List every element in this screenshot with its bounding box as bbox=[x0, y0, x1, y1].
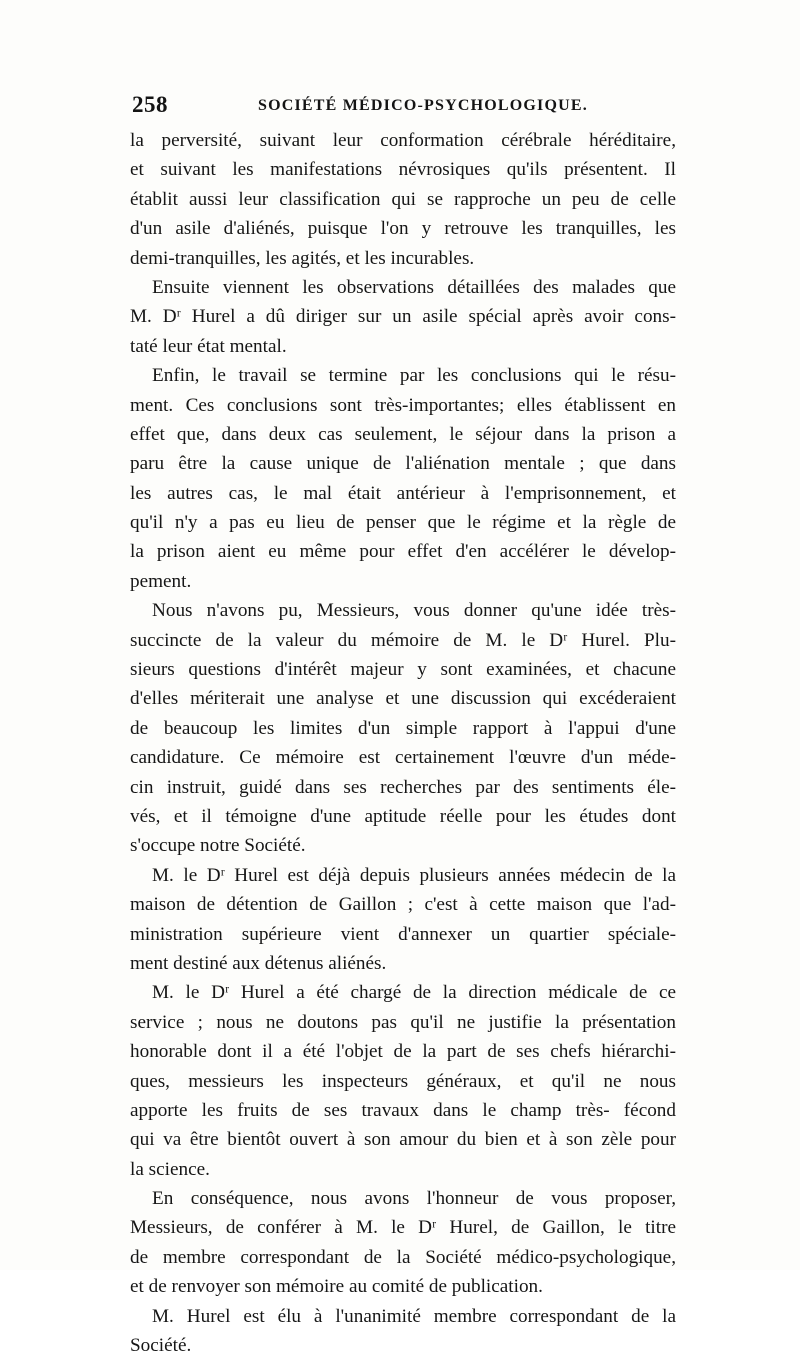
text-line: effet que, dans deux cas seulement, le séjour dans la prison a bbox=[130, 423, 676, 445]
text-line: qui va être bientôt ouvert à son amour du bien et à son zèle pour bbox=[130, 1129, 676, 1151]
text-line: M. Dʳ Hurel a dû diriger sur un asile spécial après avoir cons- bbox=[130, 306, 676, 328]
text-line: apporte les fruits de ses travaux dans le champ très- fécond bbox=[130, 1099, 676, 1121]
text-line: paru être la cause unique de l'aliénation mentale ; que dans bbox=[130, 453, 676, 475]
text-line: les autres cas, le mal était antérieur à l'emprisonnement, et bbox=[130, 482, 676, 504]
text-line: ques, messieurs les inspecteurs généraux, et qu'il ne nous bbox=[130, 1070, 676, 1092]
text-line: En conséquence, nous avons l'honneur de vous proposer, bbox=[152, 1188, 676, 1210]
text-line: service ; nous ne doutons pas qu'il ne justifie la présentation bbox=[130, 1011, 676, 1033]
text-line: la science. bbox=[130, 1158, 210, 1180]
text-line: M. le Dʳ Hurel a été chargé de la direction médicale de ce bbox=[152, 982, 676, 1004]
text-line: d'elles mériterait une analyse et une discussion qui excéderaient bbox=[130, 688, 676, 710]
body-text bbox=[130, 126, 676, 1360]
text-line: la prison aient eu même pour effet d'en accélérer le dévelop- bbox=[130, 541, 676, 563]
text-line: Ensuite viennent les observations détaillées des malades que bbox=[152, 276, 676, 298]
text-line: de beaucoup les limites d'un simple rapport à l'appui d'une bbox=[130, 717, 676, 739]
text-line: sieurs questions d'intérêt majeur y sont examinées, et chacune bbox=[130, 659, 676, 681]
text-line: établit aussi leur classification qui se rapproche un peu de celle bbox=[130, 188, 676, 210]
text-line: taté leur état mental. bbox=[130, 335, 287, 357]
text-line: et suivant les manifestations névrosiques qu'ils présentent. Il bbox=[130, 159, 676, 181]
text-line: Société. bbox=[130, 1335, 192, 1357]
text-line: ment destiné aux détenus aliénés. bbox=[130, 952, 387, 974]
text-line: d'un asile d'aliénés, puisque l'on y retrouve les tranquilles, les bbox=[130, 218, 676, 240]
text-line: et de renvoyer son mémoire au comité de publication. bbox=[130, 1276, 543, 1298]
page-header bbox=[132, 92, 672, 120]
text-line: la perversité, suivant leur conformation cérébrale héréditaire, bbox=[130, 130, 676, 151]
text-line: Messieurs, de conférer à M. le Dʳ Hurel, de Gaillon, le titre bbox=[130, 1217, 676, 1239]
text-line: honorable dont il a été l'objet de la part de ses chefs hiérarchi- bbox=[130, 1041, 676, 1063]
text-line: succincte de la valeur du mémoire de M. le Dʳ Hurel. Plu- bbox=[130, 629, 676, 651]
text-line: maison de détention de Gaillon ; c'est à cette maison que l'ad- bbox=[130, 894, 676, 916]
text-line: candidature. Ce mémoire est certainement l'œuvre d'un méde- bbox=[130, 747, 676, 769]
page-number: 258 bbox=[132, 92, 168, 117]
text-line: qu'il n'y a pas eu lieu de penser que le régime et la règle de bbox=[130, 512, 676, 534]
text-line: demi-tranquilles, les agités, et les incurables. bbox=[130, 247, 475, 269]
text-line: pement. bbox=[130, 570, 192, 592]
text-line: M. Hurel est élu à l'unanimité membre correspondant de la bbox=[152, 1305, 676, 1327]
text-line: ministration supérieure vient d'annexer un quartier spéciale- bbox=[130, 923, 676, 945]
text-line: s'occupe notre Société. bbox=[130, 835, 306, 857]
text-line: Nous n'avons pu, Messieurs, vous donner qu'une idée très- bbox=[152, 600, 676, 622]
text-line: M. le Dʳ Hurel est déjà depuis plusieurs années médecin de la bbox=[152, 864, 676, 886]
text-line: ment. Ces conclusions sont très-importantes; elles établissent en bbox=[130, 394, 676, 416]
text-line: cin instruit, guidé dans ses recherches par des sentiments éle- bbox=[130, 776, 676, 798]
text-line: de membre correspondant de la Société médico-psychologique, bbox=[130, 1246, 676, 1268]
text-line: vés, et il témoigne d'une aptitude réelle pour les études dont bbox=[130, 805, 676, 827]
text-line: Enfin, le travail se termine par les conclusions qui le résu- bbox=[152, 365, 676, 387]
running-title: SOCIÉTÉ MÉDICO-PSYCHOLOGIQUE. bbox=[258, 97, 588, 114]
